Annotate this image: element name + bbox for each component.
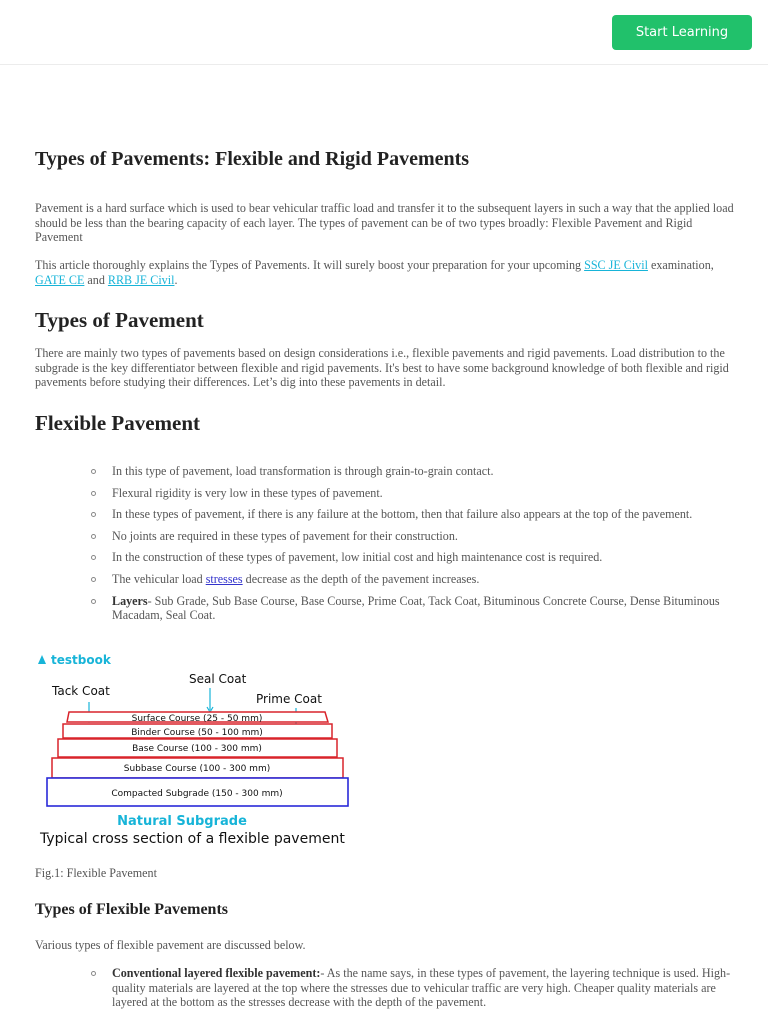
- stresses-link[interactable]: stresses: [205, 571, 243, 586]
- types-of-flexible-pavements-heading: Types of Flexible Pavements: [35, 901, 229, 918]
- intro-paragraph: Pavement is a hard surface which is used to bear vehicular traffic load and transfer it to the subsequent layers in such a way that the applied load should be less than the bearing capacity of each layer. The types of pavement can be of two types broadly: Flexible Pavement and Rigid Pavement: [35, 201, 734, 245]
- flexible-pavement-heading: Flexible Pavement: [35, 411, 201, 435]
- testbook-logo: [38, 653, 112, 667]
- flexible-bullet-list: [35, 464, 735, 623]
- prime-coat-label: Prime Coat: [256, 692, 322, 706]
- explain-text: examination,: [647, 258, 714, 272]
- binder-course-label: Binder Course (50 - 100 mm): [131, 728, 263, 738]
- base-course-label: Base Course (100 - 300 mm): [132, 744, 262, 754]
- list-item-text: In the construction of these types of pavement, low initial cost and high maintenance cost is required.: [112, 550, 603, 565]
- layers-label: Layers: [112, 593, 148, 608]
- list-item: [35, 550, 735, 565]
- list-item-text: Flexural rigidity is very low in these types of pavement.: [112, 485, 383, 500]
- types-flexible-intro: Various types of flexible pavement are discussed below.: [35, 938, 306, 952]
- list-item: [35, 594, 735, 623]
- list-item-text: - Sub Grade, Sub Base Course, Base Course, Prime Coat, Tack Coat, Bituminous Concrete Course, Dense Bituminous Macadam, Seal Coat.: [112, 593, 720, 623]
- explain-text: This article thoroughly explains the Types of Pavements. It will surely boost your preparation for your upcoming: [35, 258, 585, 272]
- flexible-types-list: [35, 966, 735, 1010]
- bullet-icon: [91, 555, 96, 560]
- list-item-text: The vehicular load: [112, 571, 206, 586]
- bullet-icon: [91, 599, 96, 604]
- top-bar: [0, 0, 768, 65]
- page-title: Types of Pavements: Flexible and Rigid Pavements: [35, 148, 470, 170]
- start-learning-button[interactable]: Start Learning: [612, 15, 752, 50]
- list-item: [35, 486, 735, 501]
- rrb-je-civil-link[interactable]: RRB JE Civil: [107, 272, 175, 287]
- seal-coat-arrow: [207, 688, 213, 712]
- list-item: [35, 464, 735, 479]
- types-of-pavement-heading: Types of Pavement: [35, 308, 204, 332]
- bullet-icon: [91, 534, 96, 539]
- bullet-icon: [91, 577, 96, 582]
- list-item-text: decrease as the depth of the pavement increases.: [242, 571, 480, 586]
- ssc-je-civil-link[interactable]: SSC JE Civil: [584, 258, 648, 272]
- conventional-label: Conventional layered flexible pavement:: [112, 966, 321, 980]
- subbase-course-label: Subbase Course (100 - 300 mm): [123, 764, 271, 774]
- surface-course-layer: [67, 712, 328, 724]
- pavement-cross-section-diagram: [35, 650, 365, 850]
- list-item: [35, 572, 735, 587]
- binder-course-layer: [63, 724, 332, 738]
- gate-ce-link[interactable]: GATE CE: [35, 272, 85, 287]
- natural-subgrade-label: Natural Subgrade: [117, 814, 247, 829]
- list-item: [35, 507, 735, 522]
- list-item: [35, 529, 735, 544]
- base-course-layer: [58, 739, 337, 757]
- surface-course-label: Surface Course (25 - 50 mm): [131, 714, 263, 724]
- explain-text: and: [84, 272, 108, 287]
- bullet-icon: [91, 512, 96, 517]
- testbook-logo-text: testbook: [51, 653, 111, 667]
- flexible-pavement-figure: [35, 650, 365, 850]
- explain-text: .: [174, 272, 178, 287]
- list-item-text: - As the name says, in these types of pavement, the layering technique is used. High-quality materials are layered at the top where the stresses due to vehicular traffic are very high. Cheaper quality materials are layered at the bottom as the stresses decrease with the depth of the pavement.: [112, 966, 731, 1010]
- seal-coat-label: Seal Coat: [189, 672, 247, 686]
- list-item-text: No joints are required in these types of pavement for their construction.: [112, 528, 458, 543]
- bullet-icon: [91, 491, 96, 496]
- testbook-logo-icon: [38, 655, 46, 664]
- list-item-text: In this type of pavement, load transformation is through grain-to-grain contact.: [112, 464, 494, 478]
- subbase-course-layer: [52, 758, 343, 778]
- bullet-icon: [91, 469, 96, 474]
- compacted-subgrade-label: Compacted Subgrade (150 - 300 mm): [111, 789, 283, 799]
- list-item: [35, 966, 735, 1010]
- types-paragraph: There are mainly two types of pavements based on design considerations i.e., flexible pavements and rigid pavements. Load distribution to the subgrade is the key differentiator between flexible and rigid pavements. It's best to have some background knowledge of both flexible and rigid pavements before studying their differences. Let’s dig into these pavements in detail.: [35, 346, 729, 390]
- list-item-text: In these types of pavement, if there is any failure at the bottom, then that failure also appears at the top of the pavement.: [112, 507, 693, 522]
- figure-caption: Fig.1: Flexible Pavement: [35, 866, 157, 880]
- bullet-icon: [91, 971, 96, 976]
- tack-coat-label: Tack Coat: [52, 684, 110, 698]
- compacted-subgrade-layer: [47, 778, 348, 806]
- explain-paragraph: [35, 258, 735, 287]
- figure-subtitle: Typical cross section of a flexible pavement: [40, 831, 345, 847]
